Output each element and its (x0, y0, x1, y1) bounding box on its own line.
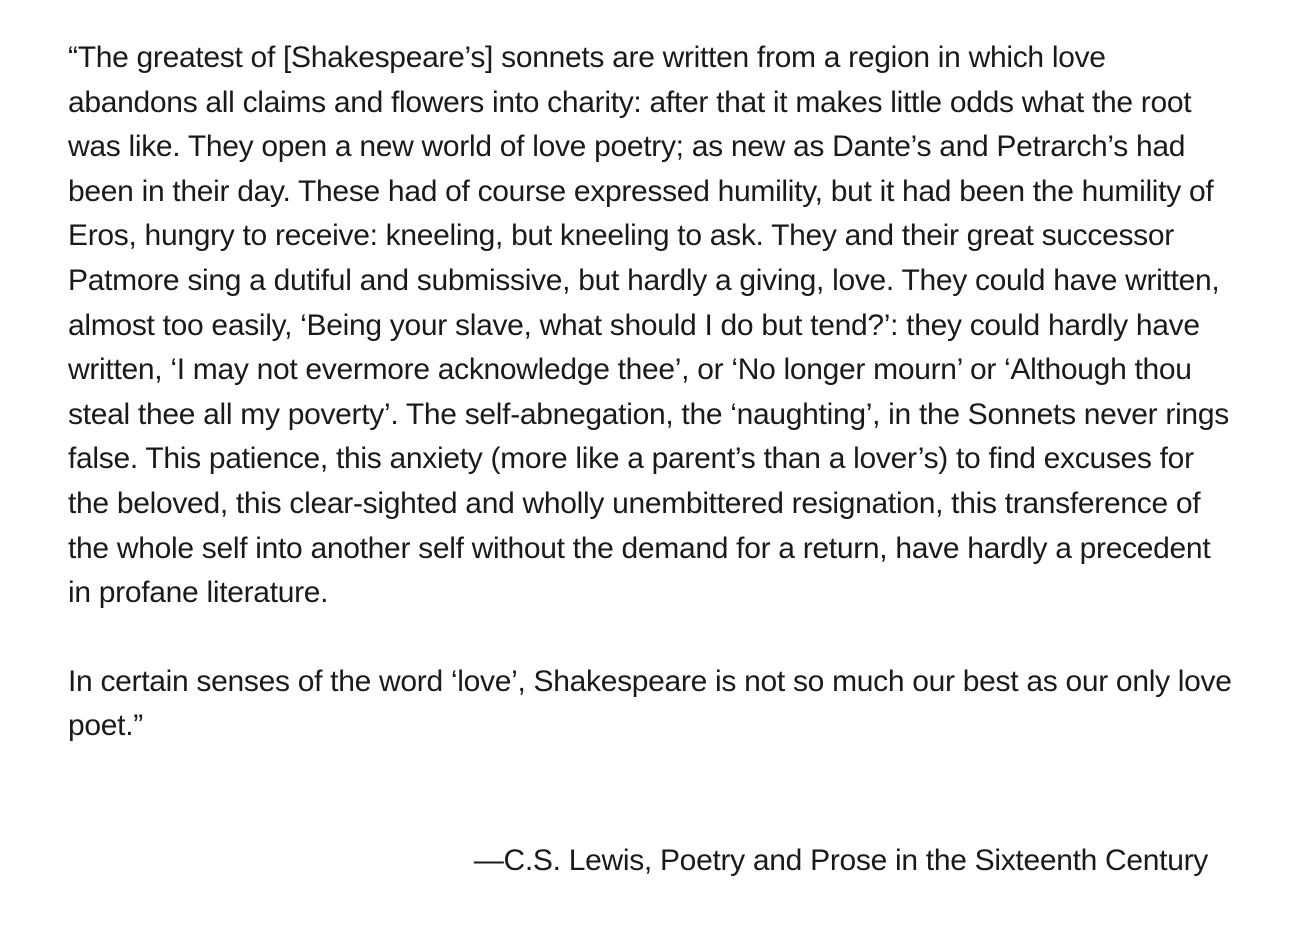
quote-attribution: —C.S. Lewis, Poetry and Prose in the Sixteenth Century (473, 844, 1208, 877)
quote-block (68, 36, 1240, 749)
quote-paragraph-2: In certain senses of the word ‘love’, Shakespeare is not so much our best as our only love poet.” (68, 664, 1232, 743)
quote-paragraph-1: “The greatest of [Shakespeare’s] sonnets are written from a region in which love abandons all claims and flowers into charity: after that it makes little odds what the root was like. They open a new world of love poetry; as new as Dante’s and Petrarch’s had been in their day. These had of course expressed humility, but it had been the humility of Eros, hungry to receive: kneeling, but kneeling to ask. They and their great successor Patmore sing a dutiful and submissive, but hardly a giving, love. They could have written, almost too easily, ‘Being your slave, what should I do but tend?’: they could hardly have written, ‘I may not evermore acknowledge thee’, or ‘No longer mourn’ or ‘Although thou steal thee all my poverty’. The self-abnegation, the ‘naughting’, in the Sonnets never rings false. This patience, this anxiety (more like a parent’s than a lover’s) to find excuses for the beloved, this clear-sighted and wholly unembittered resignation, this transference of the whole self into another self without the demand for a return, have hardly a precedent in profane literature. (68, 41, 1229, 610)
